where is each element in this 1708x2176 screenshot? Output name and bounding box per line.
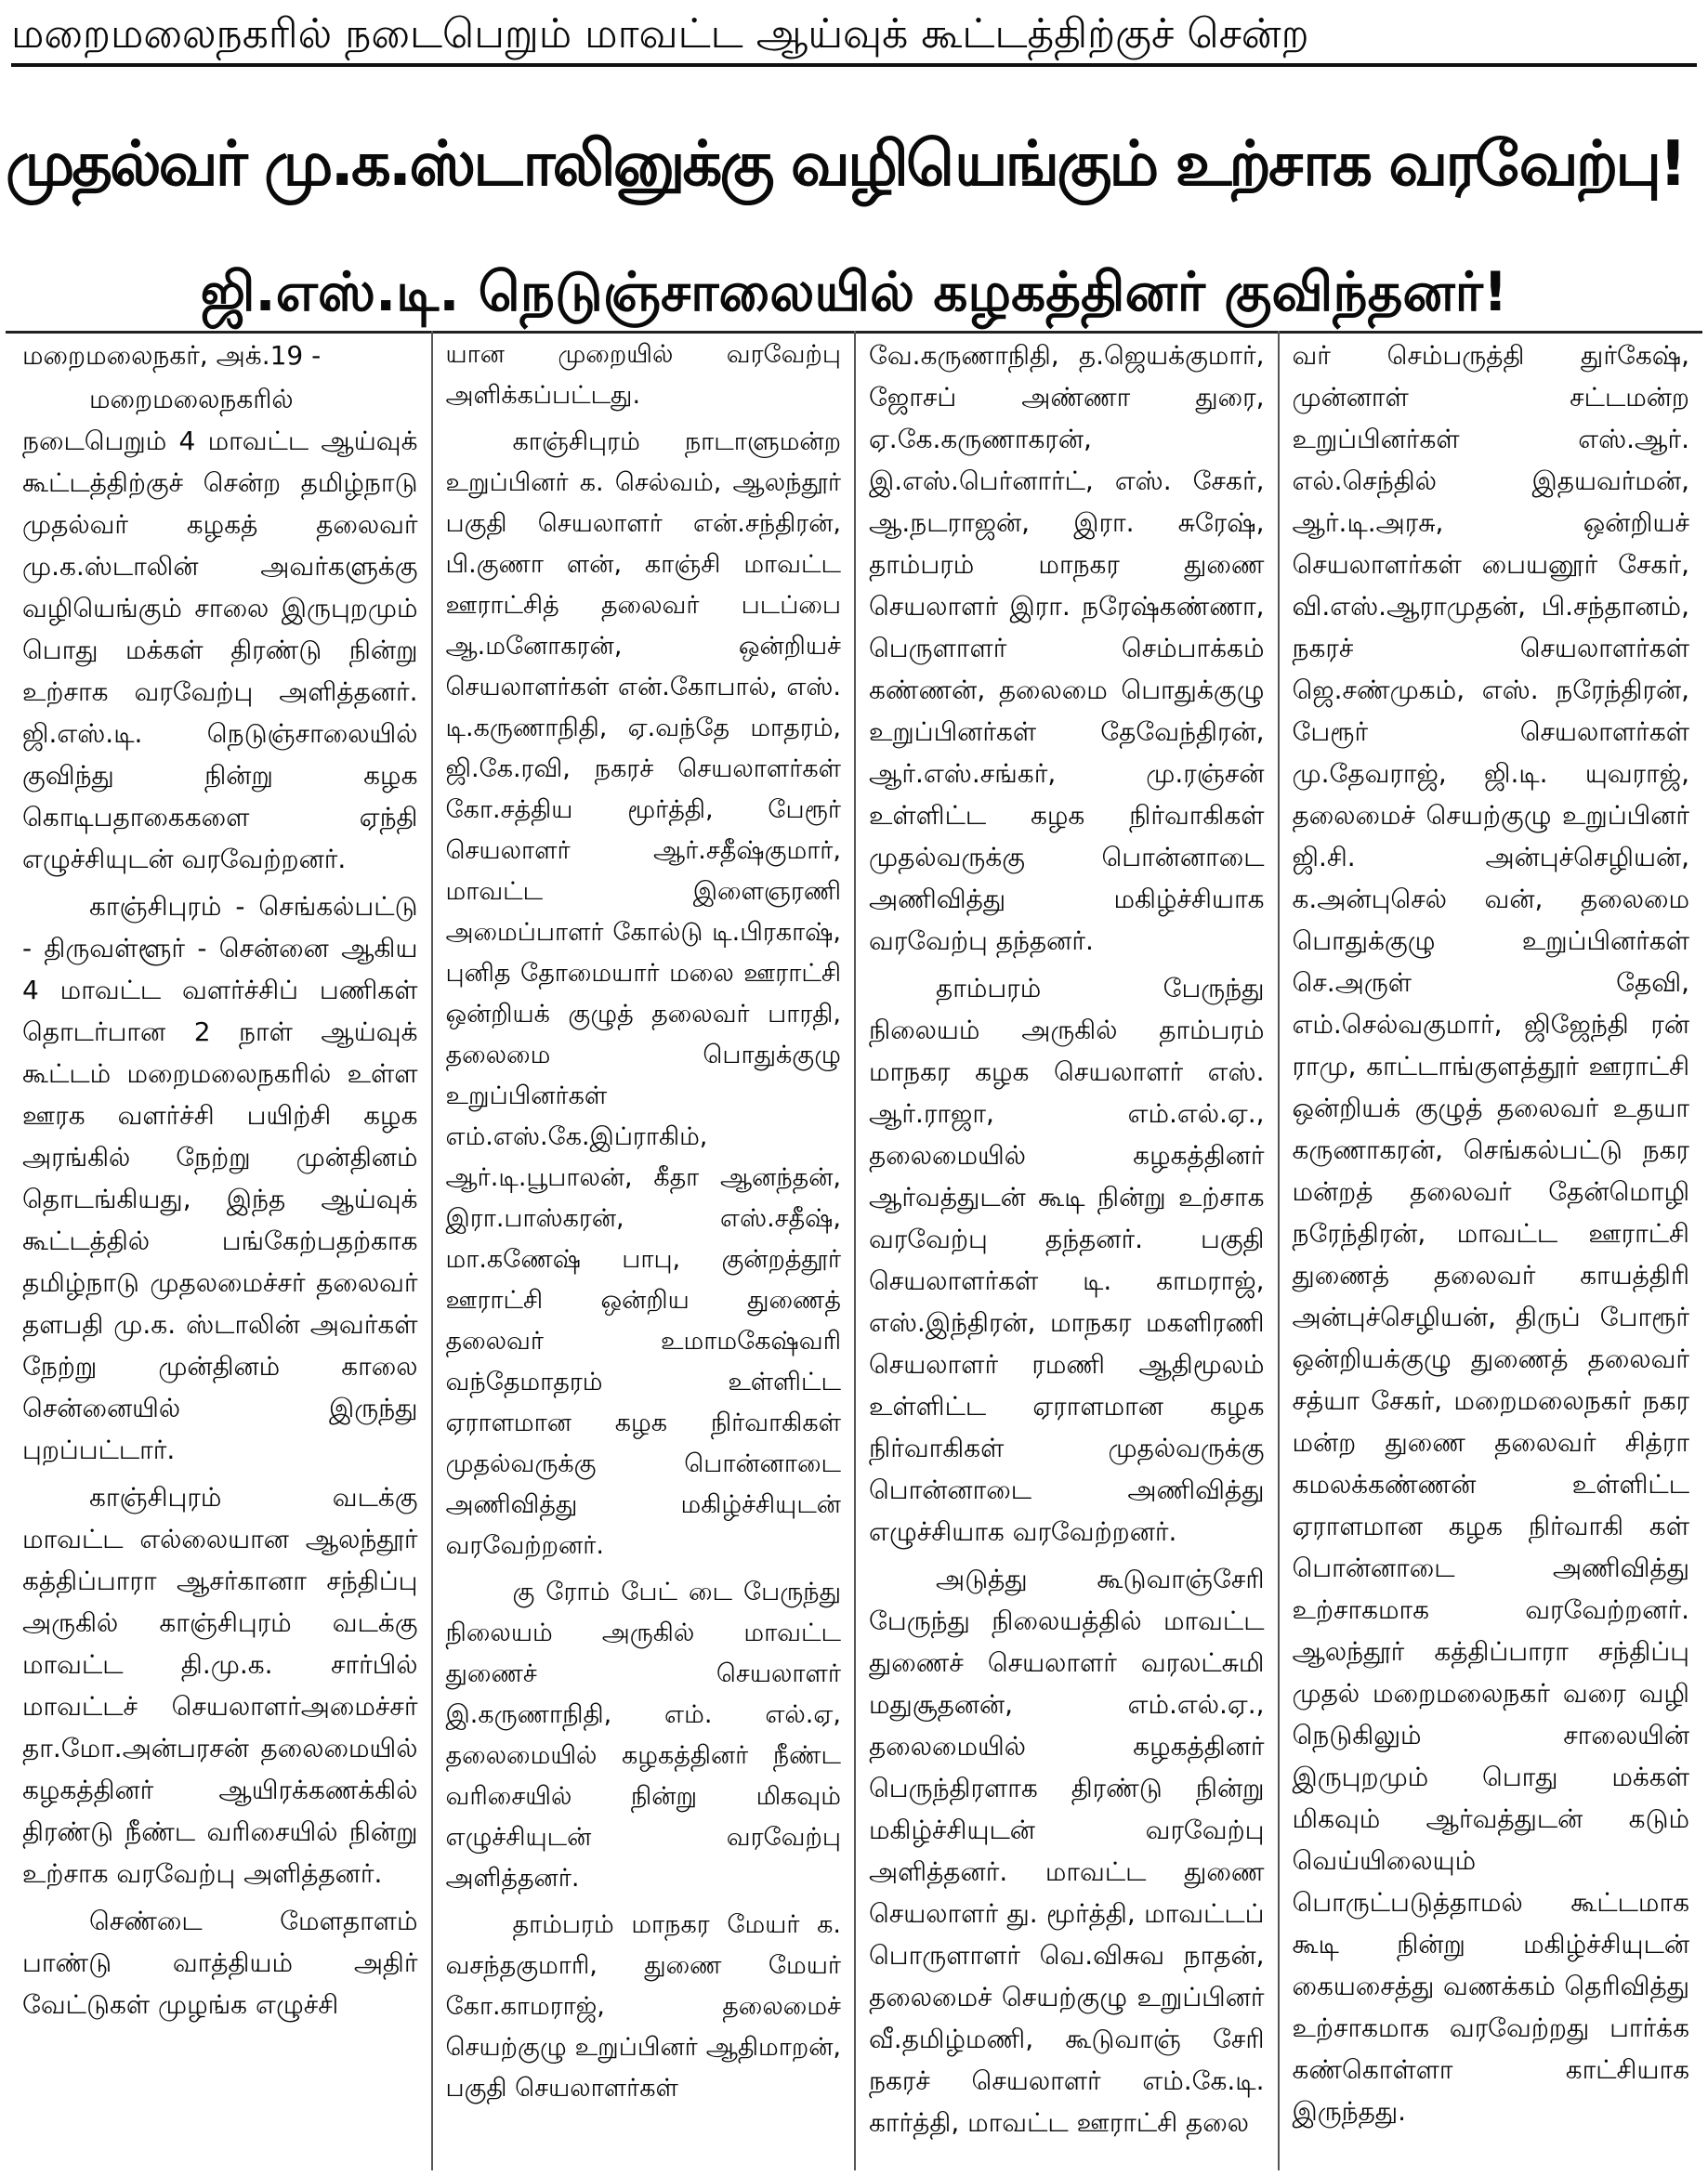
article-column-3 [856,331,1280,2170]
subheadline: ஜி.எஸ்.டி. நெடுஞ்சாலையில் கழகத்தினர் குவிந்தனர்! [200,260,1508,323]
paragraph: வர் செம்பருத்தி துர்கேஷ், முன்னாள் சட்டமன்ற உறுப்பினர்கள் எஸ்.ஆர். எல்.செந்தில் இதயவர்மன், ஆர்.டி.அரசு, ஒன்றியச் செயலாளர்கள் பையனூர் சேகர், வி.எஸ்.ஆராமுதன், பி.சந்தானம், நகரச் செயலாளர்கள் ஜெ.சண்முகம், எஸ். நரேந்திரன், பேரூர் செயலாளர்கள் மு.தேவராஜ், ஜி.டி. யுவராஜ், தலைமைச் செயற்குழு உறுப்பினர் ஜி.சி. அன்புச்செழியன், க.அன்புசெல் வன், தலைமை பொதுக்குழு உறுப்பினர்கள் செ.அருள் தேவி, எம்.செல்வகுமார், ஜிஜேந்தி ரன் ராமு, காட்டாங்குளத்தூர் ஊராட்சி ஒன்றியக் குழுத் தலைவர் உதயா கருணாகரன், செங்கல்பட்டு நகர மன்றத் தலைவர் தேன்மொழி நரேந்திரன், மாவட்ட ஊராட்சி துணைத் தலைவர் காயத்திரி அன்புச்செழியன், திருப் போரூர் ஒன்றியக்குழு துணைத் தலைவர் சத்யா சேகர், மறைமலைநகர் நகர மன்ற துணை தலைவர் சித்ரா கமலக்கண்ணன் உள்ளிட்ட ஏராளமான கழக நிர்வாகி கள் பொன்னாடை அணிவித்து உற்சாகமாக வரவேற்றனர். ஆலந்தூர் கத்திப்பாரா சந்திப்பு முதல் மறைமலைநகர் வரை வழி நெடுகிலும் சாலையின் இருபுறமும் பொது மக்கள் மிகவும் ஆர்வத்துடன் கடும் வெய்யிலையும் பொருட்படுத்தாமல் கூட்டமாக கூடி நின்று மகிழ்ச்சியுடன் கையசைத்து வணக்கம் தெரிவித்து உற்சாகமாக வரவேற்றது பார்க்க கண்கொள்ளா காட்சியாக இருந்தது. [1292,340,1689,2127]
paragraph: காஞ்சிபுரம் நாடாளுமன்ற உறுப்பினர் க. செல்வம், ஆலந்தூர் பகுதி செயலாளர் என்.சந்திரன், பி.குணா ளன், காஞ்சி மாவட்ட ஊராட்சித் தலைவர் படப்பை ஆ.மனோகரன், ஒன்றியச் செயலாளர்கள் என்.கோபால், எஸ். டி.கருணாநிதி, ஏ.வந்தே மாதரம், ஜி.கே.ரவி, நகரச் செயலாளர்கள் கோ.சத்திய மூர்த்தி, பேரூர் செயலாளர் ஆர்.சதீஷ்குமார், மாவட்ட இளைஞரணி அமைப்பாளர் கோல்டு டி.பிரகாஷ், புனித தோமையார் மலை ஊராட்சி ஒன்றியக் குழுத் தலைவர் பாரதி, தலைமை பொதுக்குழு உறுப்பினர்கள் எம்.எஸ்.கே.இப்ராகிம், ஆர்.டி.பூபாலன், கீதா ஆனந்தன், இரா.பாஸ்கரன், எஸ்.சதீஷ், மா.கணேஷ் பாபு, குன்றத்தூர் ஊராட்சி ஒன்றிய துணைத் தலைவர் உமாமகேஷ்வரி வந்தேமாதரம் உள்ளிட்ட ஏராளமான கழக நிர்வாகிகள் முதல்வருக்கு பொன்னாடை அணிவித்து மகிழ்ச்சியுடன் வரவேற்றனர். [445,427,841,1560]
article-columns [9,331,1702,2170]
paragraph: வே.கருணாநிதி, த.ஜெயக்குமார், ஜோசப் அண்ணா துரை, ஏ.கே.கருணாகரன், இ.எஸ்.பெர்னார்ட், எஸ். சேகர், ஆ.நடராஜன், இரா. சுரேஷ், தாம்பரம் மாநகர துணை செயலாளர் இரா. நரேஷ்கண்ணா, பெருளாளர் செம்பாக்கம் கண்ணன், தலைமை பொதுக்குழு உறுப்பினர்கள் தேவேந்திரன், ஆர்.எஸ்.சங்கர், மு.ரஞ்சன் உள்ளிட்ட கழக நிர்வாகிகள் முதல்வருக்கு பொன்னாடை அணிவித்து மகிழ்ச்சியாக வரவேற்பு தந்தனர். [869,340,1265,956]
kicker-line: மறைமலைநகரில் நடைபெறும் மாவட்ட ஆய்வுக் கூட்டத்திற்குச் சென்ற [11,6,1697,67]
headline: முதல்வர் மு.க.ஸ்டாலினுக்கு வழியெங்கும் உற்சாக வரவேற்பு! [6,127,1685,200]
paragraph: மறைமலைநகரில் நடைபெறும் 4 மாவட்ட ஆய்வுக் கூட்டத்திற்குச் சென்ற தமிழ்நாடு முதல்வர் கழகத் தலைவர் மு.க.ஸ்டாலின் அவர்களுக்கு வழியெங்கும் சாலை இருபுறமும் பொது மக்கள் திரண்டு நின்று உற்சாக வரவேற்பு அளித்தனர். ஜி.எஸ்.டி. நெடுஞ்சாலையில் குவிந்து நின்று கழக கொடிபதாகைகளை ஏந்தி எழுச்சியுடன் வரவேற்றனர். [22,384,418,874]
dateline: மறைமலைநகர், அக்.19 - [22,340,322,371]
paragraph: கு ரோம் பேட் டை பேருந்து நிலையம் அருகில் மாவட்ட துணைச் செயலாளர் இ.கருணாநிதி, எம். எல்.ஏ, தலைமையில் கழகத்தினர் நீண்ட வரிசையில் நின்று மிகவும் எழுச்சியுடன் வரவேற்பு அளித்தனர். [445,1578,841,1893]
paragraph: தாம்பரம் மாநகர மேயர் க. வசந்தகுமாரி, துணை மேயர் கோ.காமராஜ், தலைமைச் செயற்குழு உறுப்பினர் ஆதிமாறன், பகுதி செயலாளர்கள் [445,1910,841,2103]
paragraph: காஞ்சிபுரம் வடக்கு மாவட்ட எல்லையான ஆலந்தூர் கத்திப்பாரா ஆசர்கானா சந்திப்பு அருகில் காஞ்சிபுரம் வடக்கு மாவட்ட தி.மு.க. சார்பில் மாவட்டச் செயலாளர்அமைச்சர் தா.மோ.அன்பரசன் தலைமையில் கழகத்தினர் ஆயிரக்கணக்கில் திரண்டு நீண்ட வரிசையில் நின்று உற்சாக வரவேற்பு அளித்தனர். [22,1482,418,1889]
article-column-2 [433,331,857,2170]
paragraph: தாம்பரம் பேருந்து நிலையம் அருகில் தாம்பரம் மாநகர கழக செயலாளர் எஸ். ஆர்.ராஜா, எம்.எல்.ஏ., தலைமையில் கழகத்தினர் ஆர்வத்துடன் கூடி நின்று உற்சாக வரவேற்பு தந்தனர். பகுதி செயலாளர்கள் டி. காமராஜ், எஸ்.இந்திரன், மாநகர மகளிரணி செயலாளர் ரமணி ஆதிமூலம் உள்ளிட்ட ஏராளமான கழக நிர்வாகிகள் முதல்வருக்கு பொன்னாடை அணிவித்து எழுச்சியாக வரவேற்றனர். [869,973,1265,1547]
paragraph: செண்டை மேளதாளம் பாண்டு வாத்தியம் அதிர் வேட்டுகள் முழங்க எழுச்சி [22,1906,418,2020]
paragraph: அடுத்து கூடுவாஞ்சேரி பேருந்து நிலையத்தில் மாவட்ட துணைச் செயலாளர் வரலட்சுமி மதுசூதனன், எம்.எல்.ஏ., தலைமையில் கழகத்தினர் பெருந்திரளாக திரண்டு நின்று மகிழ்ச்சியுடன் வரவேற்பு அளித்தனர். மாவட்ட துணை செயலாளர் து. மூர்த்தி, மாவட்டப் பொருளாளர் வெ.விசுவ நாதன், தலைமைச் செயற்குழு உறுப்பினர் வீ.தமிழ்மணி, கூடுவாஞ் சேரி நகரச் செயலாளர் எம்.கே.டி. கார்த்தி, மாவட்ட ஊராட்சி தலை [869,1564,1265,2138]
paragraph: யான முறையில் வரவேற்பு அளிக்கப்பட்டது. [445,340,841,410]
paragraph: காஞ்சிபுரம் - செங்கல்பட்டு - திருவள்ளூர் - சென்னை ஆகிய 4 மாவட்ட வளர்ச்சிப் பணிகள் தொடர்பான 2 நாள் ஆய்வுக் கூட்டம் மறைமலைநகரில் உள்ள ஊரக வளர்ச்சி பயிற்சி கழக அரங்கில் நேற்று முன்தினம் தொடங்கியது, இந்த ஆய்வுக் கூட்டத்தில் பங்கேற்பதற்காக தமிழ்நாடு முதலமைச்சர் தலைவர் தளபதி மு.க. ஸ்டாலின் அவர்கள் நேற்று முன்தினம் காலை சென்னையில் இருந்து புறப்பட்டார். [22,891,418,1465]
article-column-4 [1280,331,1703,2170]
article-column-1 [9,331,433,2170]
